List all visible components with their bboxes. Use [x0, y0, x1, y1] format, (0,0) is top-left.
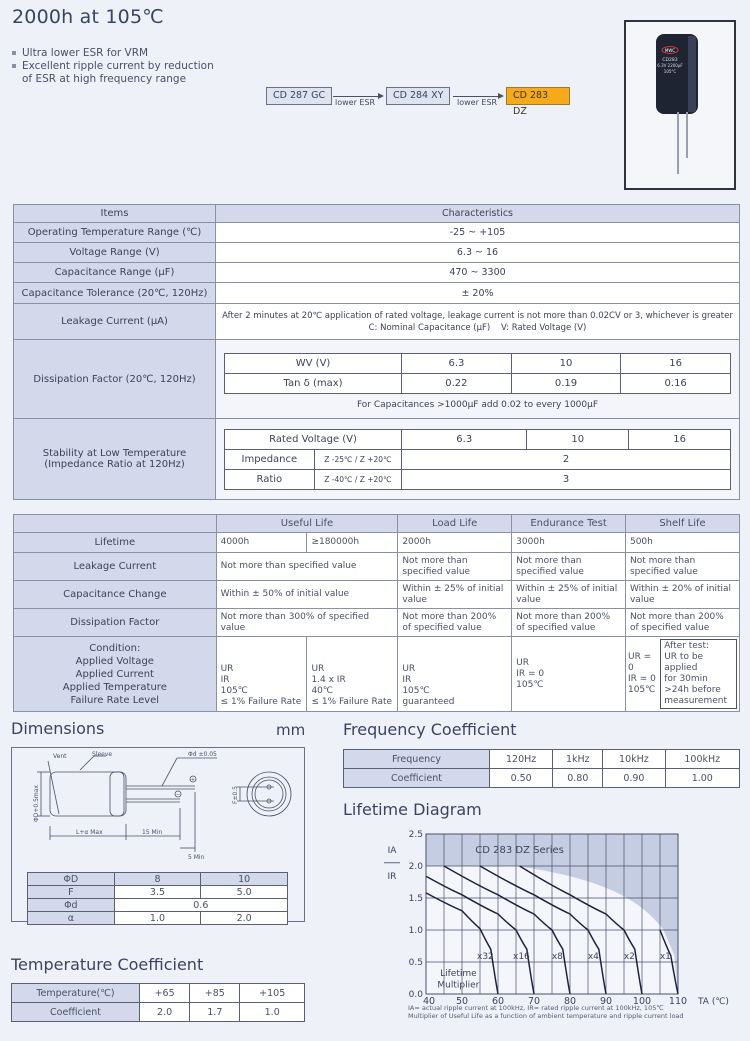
- rv-label: Rated Voltage (V): [225, 429, 402, 449]
- life-row-label: Leakage Current: [14, 553, 217, 581]
- rv-value: 10: [527, 429, 629, 449]
- wv-label: WV (V): [225, 353, 402, 373]
- condition-load: [398, 637, 512, 712]
- life-value: Not more than 200% of specified value: [512, 609, 626, 637]
- arrow-label: lower ESR: [335, 98, 376, 107]
- cond-val: 105℃: [220, 686, 248, 696]
- stability-line2: (Impedance Ratio at 120Hz): [44, 459, 185, 470]
- label-15min: 15 Min: [142, 829, 163, 836]
- freq-coef-title: Frequency Coefficient: [343, 720, 517, 739]
- svg-text:+: +: [190, 777, 196, 783]
- spec-item: Voltage Range (V): [14, 243, 216, 263]
- condition-useful-2: [307, 637, 398, 712]
- condition-endurance: [512, 637, 626, 712]
- label-pitch: F±0.5: [232, 785, 239, 804]
- condition-label: Condition:: [89, 642, 141, 654]
- spec-item: Capacitance Range (μF): [14, 263, 216, 283]
- life-value: Not more than specified value: [398, 553, 512, 581]
- svg-text:−: −: [175, 792, 181, 798]
- product-photo: [624, 20, 736, 190]
- life-row-label: Lifetime: [14, 533, 217, 553]
- life-value: Within ± 50% of initial value: [216, 581, 398, 609]
- x-tick-label: 50: [455, 996, 469, 1007]
- wv-value: 10: [511, 353, 621, 373]
- condition-label: Applied Temperature: [62, 681, 167, 693]
- feature-item-cont-text: of ESR at high frequency range: [22, 73, 187, 85]
- dim-v: 5.0: [201, 886, 288, 899]
- label-vent: Vent: [53, 753, 67, 760]
- header-useful-life: Useful Life: [216, 515, 398, 533]
- cond-val: UR = 0: [627, 652, 652, 673]
- spec-item: Operating Temperature Range (℃): [14, 223, 216, 243]
- impedance-value-2: 3: [402, 469, 731, 489]
- feature-item: Ultra lower ESR for VRM: [12, 47, 214, 60]
- tc-h: Temperature(℃): [12, 984, 140, 1003]
- fc-v: 10kHz: [603, 750, 665, 769]
- dimension-table: [27, 872, 288, 925]
- series-label-x4: x4: [587, 951, 599, 962]
- leakage-line2: C: Nominal Capacitance (μF) V: Rated Voltage (V): [368, 322, 587, 333]
- cond-val: UR: [220, 664, 234, 674]
- page-title: 2000h at 105℃: [12, 6, 164, 28]
- spec-value: -25 ~ +105: [216, 223, 740, 243]
- life-value: 500h: [625, 533, 739, 553]
- tc-v: 2.0: [140, 1003, 190, 1022]
- arrow-line: [333, 96, 379, 97]
- cond-val: UR: [311, 664, 325, 674]
- spec-value: ± 20%: [216, 283, 740, 304]
- tc-v: +105: [240, 984, 305, 1003]
- series-label-x8: x8: [551, 951, 563, 962]
- life-row-label: Capacitance Change: [14, 581, 217, 609]
- chart-footnote-2: Multiplier of Useful Life as a function of ambient temperature and ripple current load: [408, 1012, 684, 1020]
- series-label-x32: x32: [477, 951, 494, 962]
- cond-val: 105℃: [516, 679, 544, 690]
- condition-label: Applied Current: [75, 668, 154, 680]
- fc-v: 0.80: [553, 769, 603, 788]
- series-label-x16: x16: [513, 951, 530, 962]
- lifetime-title: Lifetime Diagram: [343, 800, 482, 819]
- rv-value: 6.3: [402, 429, 527, 449]
- y-tick-label: 1.5: [408, 894, 423, 904]
- dissipation-note: For Capacitances >1000μF add 0.02 to every 1000μF: [356, 399, 599, 410]
- arrow-right-icon: [498, 93, 504, 99]
- photo-line1: CD283: [662, 58, 678, 63]
- dimensions-box: [11, 747, 305, 922]
- y-axis-label-den: IR: [387, 871, 397, 882]
- cond-val: IR: [220, 675, 230, 685]
- dim-v: 2.0: [201, 912, 288, 925]
- multiplier-label: Lifetime: [440, 969, 477, 980]
- capacitor-icon: [626, 22, 734, 188]
- life-value: Not more than 300% of specified value: [216, 609, 398, 637]
- fc-v: 0.50: [490, 769, 553, 788]
- dimensions-unit: mm: [276, 721, 306, 739]
- life-table: [13, 514, 740, 712]
- cond-val: ≤ 1% Failure Rate: [311, 697, 393, 707]
- stability-item: [14, 419, 216, 500]
- x-tick-label: 80: [563, 996, 577, 1007]
- dim-h: α: [28, 912, 115, 925]
- wv-value: 6.3: [402, 353, 512, 373]
- label-length: L+α Max: [76, 829, 103, 836]
- spec-table: [13, 204, 740, 500]
- note-line: After test:: [664, 641, 710, 651]
- series-title: CD 283 DZ Series: [475, 845, 564, 857]
- cond-val: 40℃: [311, 686, 333, 696]
- tan-label: Tan δ (max): [225, 373, 402, 393]
- dim-v: 8: [114, 873, 201, 886]
- life-value: Within ± 25% of initial value: [398, 581, 512, 609]
- y-tick-label: 0.5: [408, 958, 423, 968]
- ratio-label: Ratio: [225, 469, 315, 489]
- condition-useful-1: [216, 637, 307, 712]
- note-line: for 30min: [664, 674, 708, 684]
- arrow-line: [453, 96, 499, 97]
- life-value: 2000h: [398, 533, 512, 553]
- dissipation-table: [224, 353, 731, 394]
- tc-h: Coefficient: [12, 1003, 140, 1022]
- dissipation-value: [216, 340, 740, 419]
- life-row-label: Dissipation Factor: [14, 609, 217, 637]
- chart-footnote-1: IA= actual ripple current at 100kHz, IR= rated ripple current at 100kHz, 105℃: [408, 1004, 664, 1012]
- fc-v: 1.00: [665, 769, 739, 788]
- note-line: >24h before: [664, 685, 721, 695]
- cond-val: guaranteed: [402, 697, 455, 707]
- fc-h: Frequency: [344, 750, 490, 769]
- note-line: UR to be applied: [664, 652, 704, 673]
- feature-item-cont: [12, 73, 214, 86]
- x-axis-label: TA (℃): [698, 997, 729, 1007]
- dim-v: 3.5: [114, 886, 201, 899]
- tc-v: +85: [190, 984, 240, 1003]
- label-sleeve: Sleeve: [92, 751, 113, 758]
- dim-h: Φd: [28, 899, 115, 912]
- fc-v: 0.90: [603, 769, 665, 788]
- life-value: Within ± 25% of initial value: [512, 581, 626, 609]
- impedance-label: Impedance: [225, 449, 315, 469]
- shelf-cond: [628, 652, 657, 696]
- dim-v: 10: [201, 873, 288, 886]
- spec-item: Capacitance Tolerance (20℃, 120Hz): [14, 283, 216, 304]
- series-label-x1: x1: [659, 951, 671, 962]
- y-axis-label-num: IA: [387, 846, 397, 857]
- stability-table: [224, 429, 731, 490]
- fc-h: Coefficient: [344, 769, 490, 788]
- tan-value: 0.16: [621, 373, 731, 393]
- condition-label: Failure Rate Level: [70, 694, 160, 706]
- dim-v: 1.0: [114, 912, 201, 925]
- condition-labels: [14, 637, 217, 712]
- x-tick-label: 110: [668, 996, 688, 1007]
- series-cd284xy: CD 284 XY: [386, 87, 450, 105]
- stability-value: [216, 419, 740, 500]
- dimensions-title: Dimensions: [11, 719, 105, 738]
- photo-line3: 105°C: [663, 69, 677, 74]
- temp-coef-table: [11, 983, 305, 1022]
- shelf-note: [660, 639, 737, 709]
- cond-val: UR: [516, 657, 530, 668]
- fc-v: 100kHz: [665, 750, 739, 769]
- multiplier-label: Multiplier: [437, 980, 480, 991]
- photo-line2: 6.3V 2200μF: [657, 63, 683, 68]
- y-tick-label: 0.0: [408, 990, 423, 1000]
- y-tick-label: 1.0: [408, 926, 423, 936]
- tan-value: 0.22: [402, 373, 512, 393]
- life-value: Not more than 200% of specified value: [398, 609, 512, 637]
- dimension-drawing-icon: [12, 748, 304, 863]
- condition-shelf: [625, 637, 739, 712]
- leakage-value: [216, 304, 740, 340]
- freq-coef-table: [343, 749, 740, 788]
- lifetime-chart: [370, 825, 740, 1030]
- note-line: measurement: [664, 696, 728, 706]
- tc-v: +65: [140, 984, 190, 1003]
- life-header-empty: [14, 515, 217, 533]
- x-tick-label: 100: [632, 996, 652, 1007]
- z-ratio-2: Z -40℃ / Z +20℃: [314, 469, 401, 489]
- spec-item: Leakage Current (μA): [14, 304, 216, 340]
- header-shelf-life: Shelf Life: [625, 515, 739, 533]
- y-tick-label: 2.5: [408, 830, 423, 840]
- series-cd283dz: CD 283 DZ: [506, 87, 570, 105]
- impedance-value-1: 2: [402, 449, 731, 469]
- tc-v: 1.7: [190, 1003, 240, 1022]
- cond-val: UR: [402, 664, 416, 674]
- tan-value: 0.19: [511, 373, 621, 393]
- tc-v: 1.0: [240, 1003, 305, 1022]
- series-cd287gc: CD 287 GC: [266, 87, 332, 105]
- cond-val: IR: [402, 675, 412, 685]
- life-value: Not more than 200% of specified value: [625, 609, 739, 637]
- header-items: Items: [14, 205, 216, 223]
- stability-line1: Stability at Low Temperature: [42, 448, 187, 459]
- x-tick-label: 90: [599, 996, 613, 1007]
- temp-coef-title: Temperature Coefficient: [11, 955, 204, 974]
- fc-v: 120Hz: [490, 750, 553, 769]
- life-value: 3000h: [512, 533, 626, 553]
- leakage-line1: After 2 minutes at 20℃ application of rated voltage, leakage current is not more than 0.02CV or 3, whichever is greater: [222, 310, 733, 321]
- arrow-label: lower ESR: [457, 98, 498, 107]
- x-tick-label: 60: [491, 996, 505, 1007]
- life-value: ≥180000h: [307, 533, 398, 553]
- cond-val: ≤ 1% Failure Rate: [220, 697, 302, 707]
- arrow-right-icon: [378, 93, 384, 99]
- dim-v: 0.6: [114, 899, 287, 912]
- life-value: Not more than specified value: [512, 553, 626, 581]
- feature-item: Excellent ripple current by reduction: [12, 60, 214, 73]
- cond-val: 1.4 x IR: [311, 675, 346, 685]
- wv-value: 16: [621, 353, 731, 373]
- rv-value: 16: [629, 429, 731, 449]
- dim-h: ΦD: [28, 873, 115, 886]
- label-diameter: ΦD+0.5max: [33, 785, 40, 822]
- x-tick-label: 40: [422, 996, 436, 1007]
- dim-h: F: [28, 886, 115, 899]
- life-value: Not more than specified value: [625, 553, 739, 581]
- series-label-x2: x2: [623, 951, 635, 962]
- cond-val: 105℃: [402, 686, 430, 696]
- cond-val: IR = 0: [627, 674, 656, 684]
- feature-list: [12, 47, 214, 86]
- x-tick-label: 70: [527, 996, 541, 1007]
- fc-v: 1kHz: [553, 750, 603, 769]
- header-load-life: Load Life: [398, 515, 512, 533]
- life-value: 4000h: [216, 533, 307, 553]
- spec-item: Dissipation Factor (20℃, 120Hz): [14, 340, 216, 419]
- header-endurance: Endurance Test: [512, 515, 626, 533]
- photo-brand: MWC: [664, 48, 676, 53]
- life-value: Not more than specified value: [216, 553, 398, 581]
- cond-val: 105℃: [627, 685, 656, 695]
- z-ratio-1: Z -25℃ / Z +20℃: [314, 449, 401, 469]
- header-characteristics: Characteristics: [216, 205, 740, 223]
- life-value: Within ± 20% of initial value: [625, 581, 739, 609]
- spec-value: 470 ~ 3300: [216, 263, 740, 283]
- spec-value: 6.3 ~ 16: [216, 243, 740, 263]
- condition-label: Applied Voltage: [75, 655, 154, 667]
- label-lead: Φd ±0.05: [188, 751, 217, 758]
- cond-val: IR = 0: [516, 668, 545, 679]
- y-tick-label: 2.0: [408, 862, 423, 872]
- label-5min: 5 Min: [188, 854, 205, 861]
